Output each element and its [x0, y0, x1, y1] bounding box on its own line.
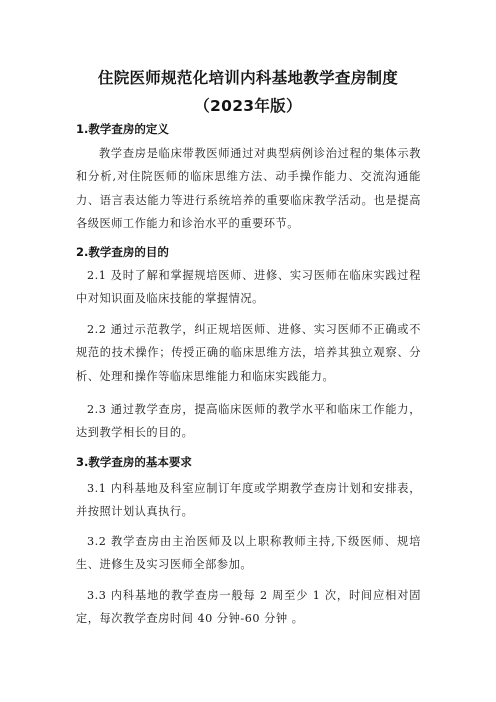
section-heading-definition: 1.教学查房的定义	[76, 122, 169, 136]
section-heading-requirements: 3.教学查房的基本要求	[76, 455, 192, 469]
section-paragraph: 3.2 教学查房由主治医师及以上职称教师主持,下级医师、规培生、进修生及实习医师全部参加。	[76, 535, 421, 572]
section-paragraph: 2.3 通过教学查房，提高临床医师的教学水平和临床工作能力， 达到教学相长的目的。	[76, 403, 421, 440]
section-paragraph: 教学查房是临床带教医师通过对典型病例诊治过程的集体示教和分析,对住院医师的临床思维方法、动手操作能力、交流沟通能力、语言表达能力等进行系统培养的重要临床教学活动。也是提高各级医师工作能力和诊治水平的重要环节。	[76, 147, 421, 230]
document-title: 住院医师规范化培训内科基地教学查房制度	[97, 69, 399, 87]
section-paragraph: 2.2 通过示范教学，纠正规培医师、进修、实习医师不正确或不规范的技术操作；传授正确的临床思维方法，培养其独立观察、分析、处理和操作等临床思维能力和临床实践能力。	[76, 323, 421, 383]
document-subtitle: （2023年版）	[194, 97, 302, 115]
section-paragraph: 3.3 内科基地的教学查房一般每 2 周至少 1 次，时间应相对固定，每次教学查房时间 40 分钟-60 分钟 。	[76, 589, 421, 626]
section-paragraph: 3.1 内科基地及科室应制订年度或学期教学查房计划和安排表， 并按照计划认真执行。	[76, 482, 421, 519]
section-paragraph: 2.1 及时了解和掌握规培医师、进修、实习医师在临床实践过程中对知识面及临床技能的掌握情况。	[76, 269, 421, 306]
section-heading-purpose: 2.教学查房的目的	[76, 245, 169, 259]
